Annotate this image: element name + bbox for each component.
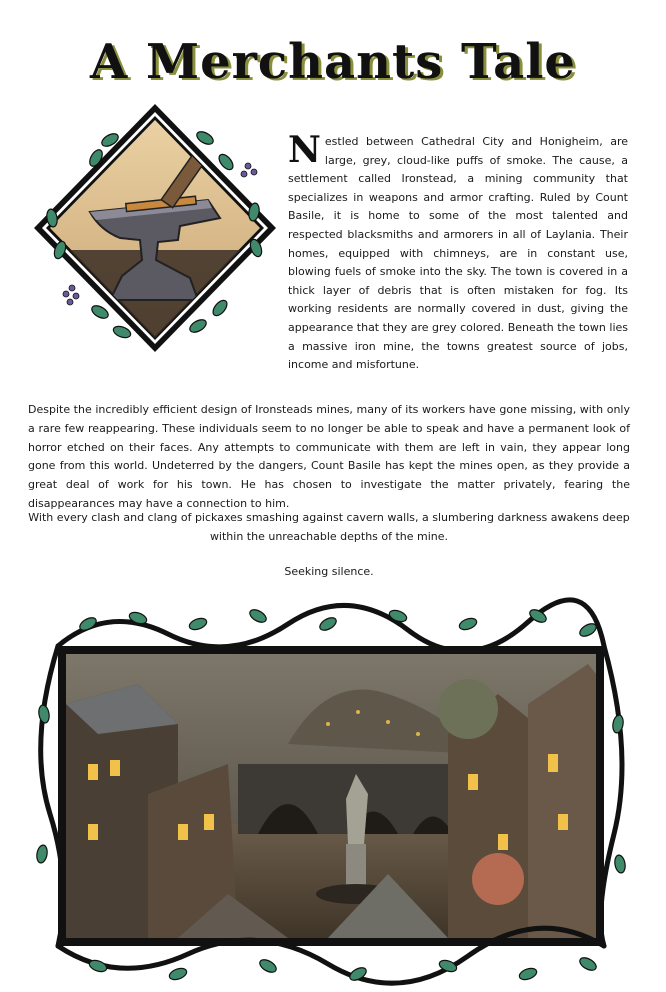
intro-text: estled between Cathedral City and Honigheim, are large, grey, cloud-like puffs of smoke. The cause, a settlement called Ironstead, a mining community that specializes in weapons and armor crafting. Ruled by Count Basile, it is home to some of the most talented and respected blacksmiths and armorers in all of Laylania. Their homes, equipped with chimneys, are in constant use, blowing fuels of smoke into the sky. The town is covered in a thick layer of debris that is often mistaken for fog. Its working residents are normally covered in dust, giving the appearance that they are grey colored. Beneath the town lies a massive iron mine, the towns greatest source of jobs, income and misfortune. <box>288 135 628 372</box>
intro-paragraph <box>288 129 628 375</box>
body-paragraph-2: Despite the incredibly efficient design of Ironsteads mines, many of its workers have gone missing, with only a rare few reappearing. These individuals seem to no longer be able to speak and have a permanent look of horror etched on their faces. Any attempts to communicate with them are left in vain, they appear long gone from this world. Undeterred by the dangers, Count Basile has kept the mines open, as they provide a great deal of work for his town. He has chosen to investigate the matter privately, fearing the disappearances may have a connection to him. <box>28 403 630 510</box>
drop-cap: N <box>288 129 321 171</box>
body-paragraph-4: Seeking silence. <box>284 565 374 578</box>
town-square-illustration <box>28 594 634 986</box>
page-title: A Merchants Tale <box>90 34 576 91</box>
body-paragraph-3: With every clash and clang of pickaxes smashing against cavern walls, a slumbering darkness awakens deep within the unreachable depths of the mine. <box>28 511 630 543</box>
anvil-illustration <box>30 100 280 356</box>
